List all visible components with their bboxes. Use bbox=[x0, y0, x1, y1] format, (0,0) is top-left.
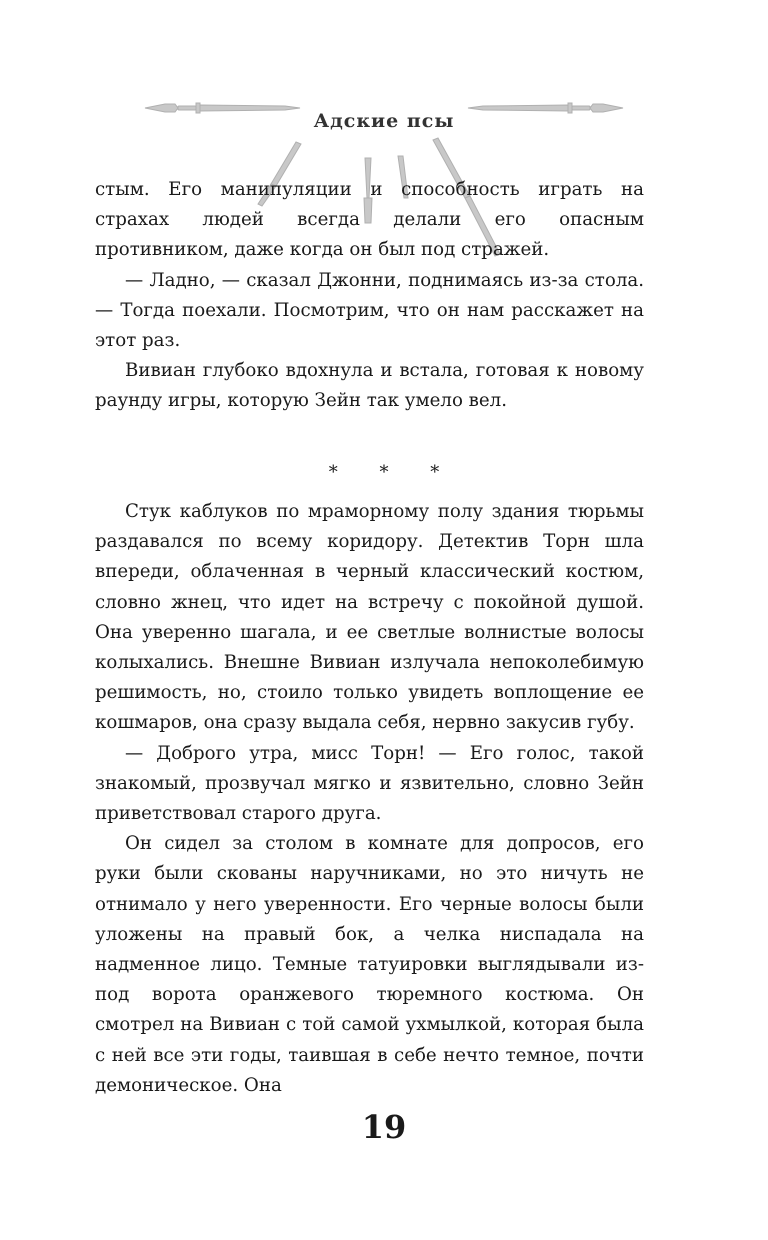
section-separator: * * * bbox=[328, 462, 458, 483]
text-block-main bbox=[95, 497, 644, 1101]
paragraph: — Ладно, — сказал Джонни, поднимаясь из-за стола. — Тогда поехали. Посмотрим, что он нам расскажет на этот раз. bbox=[95, 269, 644, 352]
running-title: Адские псы bbox=[313, 110, 455, 132]
paragraph: Он сидел за столом в комнате для допросов, его руки были скованы наручниками, но это ничуть не отнимало у него уверенности. Его черные волосы были уложены на правый бок, а челка ниспадала на надменное лицо. Темные татуировки выглядывали из-под ворота оранжевого тюремного костюма. Он смотрел на Вивиан с той самой ухмылкой, которая была с ней все эти годы, таившая в себе нечто темное, почти демоническое. Она bbox=[95, 833, 644, 1096]
paragraph: — Доброго утра, мисс Торн! — Его голос, такой знакомый, прозвучал мягко и язвительно, словно Зейн приветствовал старого друга. bbox=[95, 742, 644, 825]
paragraph: Вивиан глубоко вдохнула и встала, готовая к новому раунду игры, которую Зейн так умело вел. bbox=[95, 360, 644, 412]
text-block-top bbox=[95, 175, 644, 417]
page-number: 19 bbox=[361, 1108, 407, 1146]
paragraph: Стук каблуков по мраморному полу здания тюрьмы раздавался по всему коридору. Детектив Торн шла впереди, облаченная в черный классический костюм, словно жнец, что идет на встречу с покойной душой. Она уверенно шагала, и ее светлые волнистые волосы колыхались. Внешне Вивиан излучала непоколебимую решимость, но, стоило только увидеть воплощение ее кошмаров, она сразу выдала себя, нервно закусив губу. bbox=[95, 501, 644, 734]
paragraph: стым. Его манипуляции и способность играть на страхах людей всегда делали его опасным противником, даже когда он был под стражей. bbox=[95, 179, 644, 261]
